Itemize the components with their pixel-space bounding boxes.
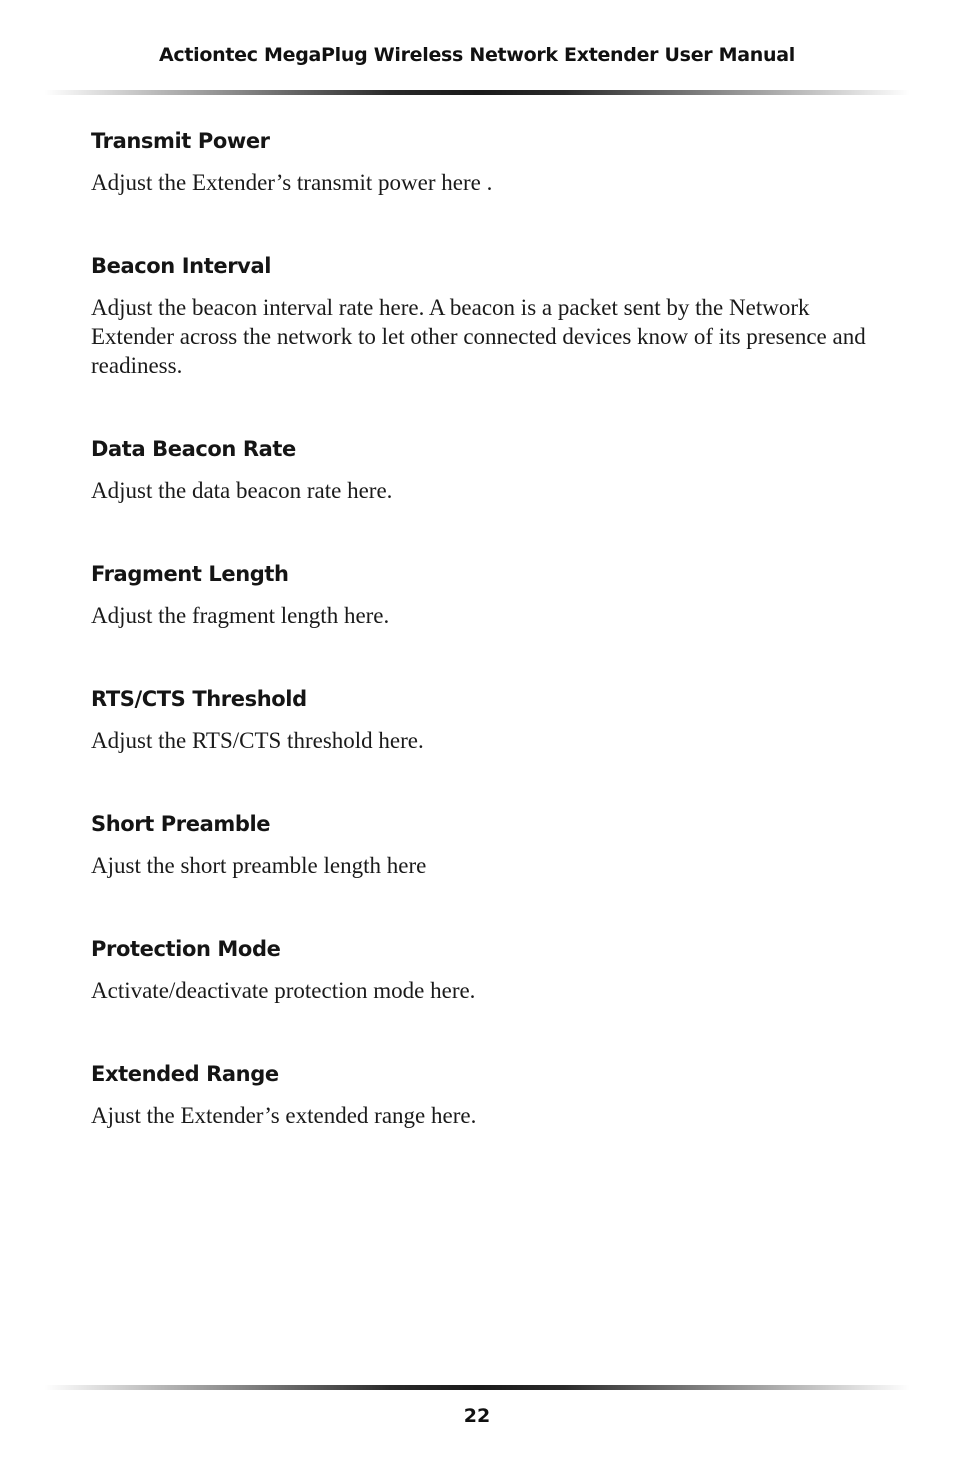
section-body: Adjust the fragment length here. bbox=[91, 603, 390, 628]
section-body: Ajust the short preamble length here bbox=[91, 853, 427, 878]
section-heading: RTS/CTS Threshold bbox=[91, 687, 307, 711]
section-transmit-power bbox=[91, 126, 881, 197]
section-protection-mode bbox=[91, 934, 881, 1005]
section-heading: Protection Mode bbox=[91, 937, 281, 961]
section-body: Activate/deactivate protection mode here. bbox=[91, 978, 476, 1003]
section-heading: Data Beacon Rate bbox=[91, 437, 296, 461]
section-heading: Short Preamble bbox=[91, 812, 271, 836]
section-short-preamble bbox=[91, 809, 881, 880]
section-data-beacon-rate bbox=[91, 434, 881, 505]
page-number: 22 bbox=[463, 1405, 491, 1427]
header-divider bbox=[44, 90, 910, 95]
page-content bbox=[91, 126, 881, 1184]
section-body: Adjust the data beacon rate here. bbox=[91, 478, 393, 503]
section-fragment-length bbox=[91, 559, 881, 630]
section-heading: Transmit Power bbox=[91, 129, 270, 153]
section-body: Ajust the Extender’s extended range here. bbox=[91, 1103, 477, 1128]
section-beacon-interval bbox=[91, 251, 881, 380]
running-header: Actiontec MegaPlug Wireless Network Extender User Manual bbox=[159, 44, 795, 66]
section-body: Adjust the beacon interval rate here. A beacon is a packet sent by the Network Extender across the network to let other connected devices know of its presence and readiness. bbox=[91, 295, 866, 378]
section-body: Adjust the RTS/CTS threshold here. bbox=[91, 728, 424, 753]
footer-divider bbox=[44, 1385, 910, 1390]
section-heading: Fragment Length bbox=[91, 562, 289, 586]
section-heading: Extended Range bbox=[91, 1062, 279, 1086]
section-extended-range bbox=[91, 1059, 881, 1130]
section-body: Adjust the Extender’s transmit power here . bbox=[91, 170, 493, 195]
section-rts-cts-threshold bbox=[91, 684, 881, 755]
section-heading: Beacon Interval bbox=[91, 254, 272, 278]
